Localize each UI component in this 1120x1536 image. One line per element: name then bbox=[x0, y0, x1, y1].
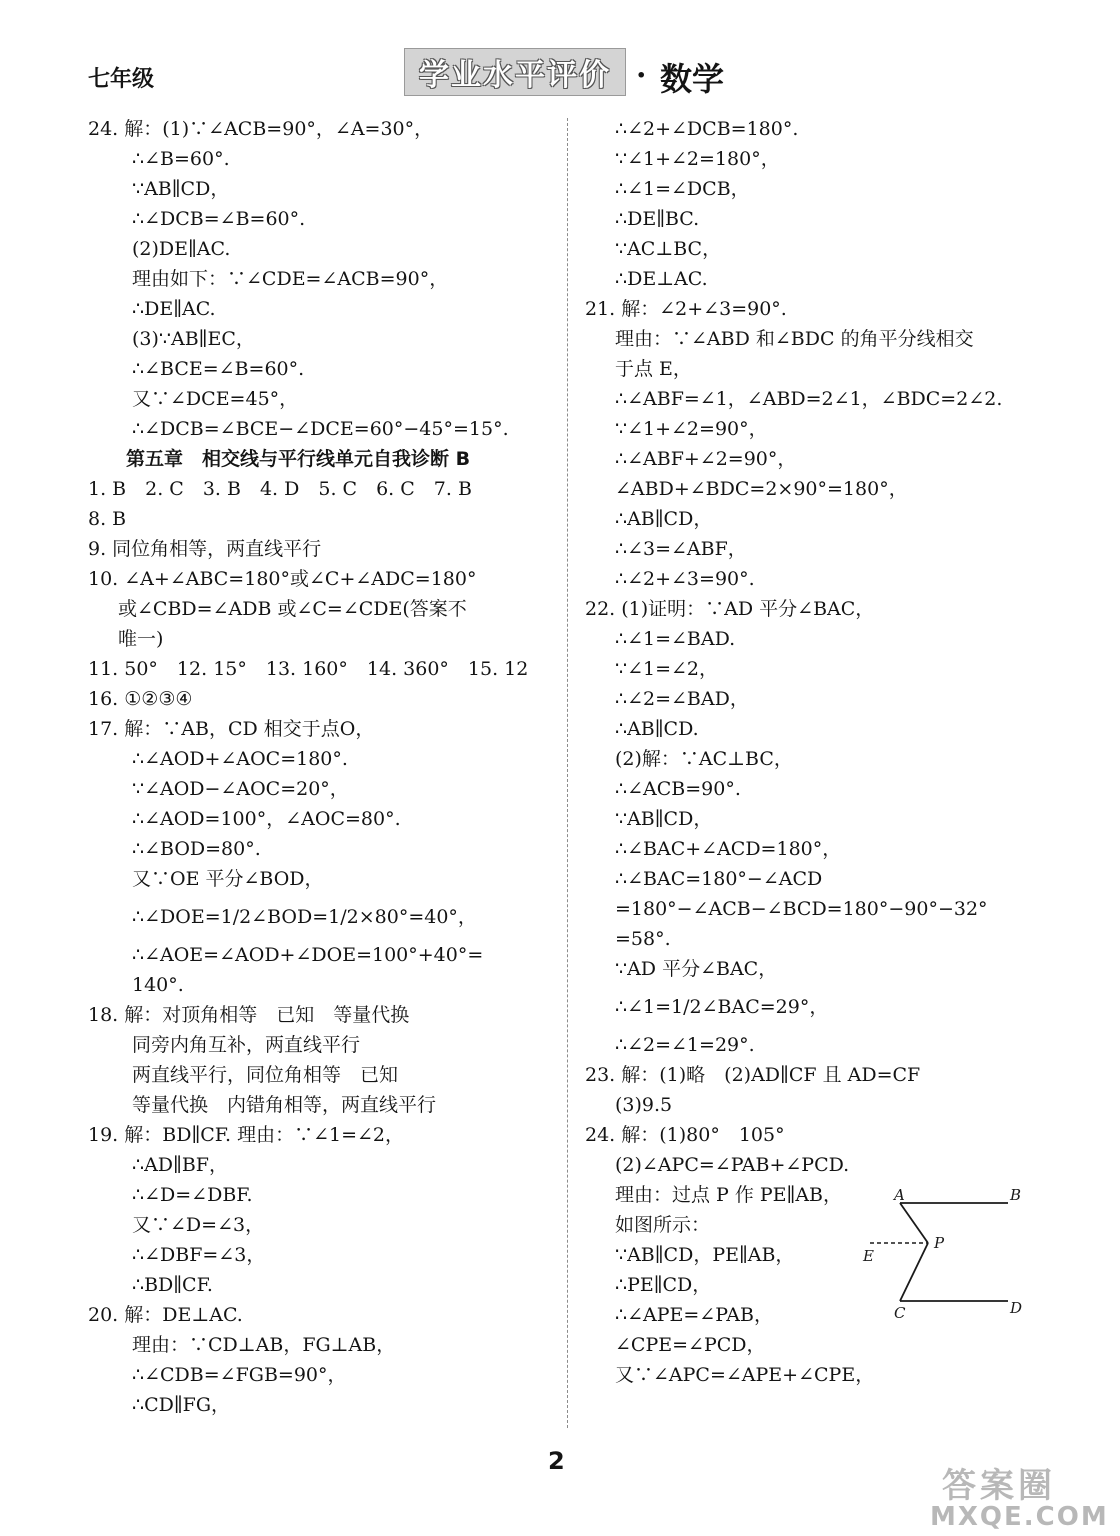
subject-label: 数学 bbox=[660, 60, 725, 98]
answer-line: 11. 50° 12. 15° 13. 160° 14. 360° 15. 12 bbox=[88, 658, 529, 680]
grade-label: 七年级 bbox=[88, 67, 155, 92]
answer-line: ∴∠2+∠DCB=180°. bbox=[615, 118, 799, 140]
answer-line: 又∵∠DCE=45°， bbox=[132, 388, 299, 410]
answer-line: =58°. bbox=[615, 928, 671, 950]
answer-line: 24. 解：(1)∵∠ACB=90°，∠A=30°， bbox=[88, 118, 434, 140]
answer-line: 10. ∠A+∠ABC=180°或∠C+∠ADC=180° bbox=[88, 568, 477, 590]
answer-line: 21. 解：∠2+∠3=90°. bbox=[585, 298, 787, 320]
segment-ap bbox=[900, 1203, 928, 1243]
answer-line: 23. 解：(1)略 (2)AD∥CF 且 AD=CF bbox=[585, 1064, 921, 1086]
section-heading: 第五章 相交线与平行线单元自我诊断 B bbox=[126, 448, 471, 470]
answer-line: ∴BD∥CF. bbox=[132, 1274, 213, 1296]
left-column bbox=[88, 114, 558, 1420]
answer-line: ∴∠CDB=∠FGB=90°， bbox=[132, 1364, 347, 1386]
answer-line: ∴∠ABF+∠2=90°， bbox=[615, 448, 797, 470]
answer-line: ∴∠BCE=∠B=60°. bbox=[132, 358, 305, 380]
answer-line: ∴CD∥FG， bbox=[132, 1394, 230, 1416]
parallel-lines-figure bbox=[858, 1188, 1048, 1318]
answer-line: 如图所示： bbox=[615, 1214, 711, 1236]
answer-line: 18. 解：对顶角相等 已知 等量代换 bbox=[88, 1004, 410, 1026]
answer-line: 或∠CBD=∠ADB 或∠C=∠CDE(答案不 bbox=[118, 598, 467, 620]
title-banner bbox=[404, 48, 626, 96]
answer-line: ∴AB∥CD， bbox=[615, 508, 713, 530]
answer-line: ∴∠BOD=80°. bbox=[132, 838, 261, 860]
answer-line: ∵AB∥CD， bbox=[132, 178, 230, 200]
point-label: P bbox=[934, 1234, 945, 1252]
answer-line: ∴DE∥AC. bbox=[132, 298, 216, 320]
answer-line: 19. 解：BD∥CF. 理由：∵∠1=∠2， bbox=[88, 1124, 405, 1146]
answer-line: 两直线平行，同位角相等 已知 bbox=[132, 1064, 399, 1086]
page-number: 2 bbox=[548, 1447, 565, 1475]
answer-line: ∴∠BAC+∠ACD=180°， bbox=[615, 838, 842, 860]
answer-line: ∴∠1=∠DCB， bbox=[615, 178, 750, 200]
answer-line: (2)∠APC=∠PAB+∠PCD. bbox=[615, 1154, 850, 1176]
answer-line: ∴∠AOD+∠AOC=180°. bbox=[132, 748, 348, 770]
answer-line: ∴∠3=∠ABF， bbox=[615, 538, 747, 560]
watermark-url: MXQE.COM bbox=[930, 1502, 1109, 1532]
answer-line: 理由：过点 P 作 PE∥AB， bbox=[615, 1184, 843, 1206]
answer-line: ∴DE⊥AC. bbox=[615, 268, 708, 290]
segment-pc bbox=[900, 1243, 928, 1301]
title-separator: · bbox=[636, 58, 647, 93]
answer-line: ∵∠1+∠2=90°， bbox=[615, 418, 768, 440]
answer-line: 理由如下：∵∠CDE=∠ACB=90°， bbox=[132, 268, 449, 290]
answer-line: ∵AB∥CD， bbox=[615, 808, 713, 830]
answer-line: ∵AC⊥BC， bbox=[615, 238, 722, 260]
point-label: B bbox=[1010, 1188, 1022, 1204]
answer-line: ∴DE∥BC. bbox=[615, 208, 700, 230]
answer-line: ∵∠AOD−∠AOC=20°， bbox=[132, 778, 349, 800]
answer-line: ∴∠D=∠DBF. bbox=[132, 1184, 253, 1206]
answer-line: 24. 解：(1)80° 105° bbox=[585, 1124, 785, 1146]
answer-line: ∴∠DOE=1/2∠BOD=1/2×80°=40°， bbox=[132, 906, 477, 928]
answer-line: 9. 同位角相等，两直线平行 bbox=[88, 538, 322, 560]
answer-line: ∴∠AOD=100°，∠AOC=80°. bbox=[132, 808, 401, 830]
book-title: 学业水平评价 bbox=[419, 58, 611, 93]
answer-line: ∴∠ACB=90°. bbox=[615, 778, 741, 800]
answer-line: ∴∠1=∠BAD. bbox=[615, 628, 736, 650]
answer-line: ∵∠1+∠2=180°， bbox=[615, 148, 780, 170]
watermark bbox=[930, 1458, 1114, 1534]
answer-line: 又∵∠D=∠3， bbox=[132, 1214, 265, 1236]
answer-line: 理由：∵∠ABD 和∠BDC 的角平分线相交 bbox=[615, 328, 974, 350]
answer-line: ∴∠DBF=∠3， bbox=[132, 1244, 266, 1266]
point-label: A bbox=[894, 1188, 905, 1204]
answer-line: 又∵OE 平分∠BOD， bbox=[132, 868, 324, 890]
page-header bbox=[0, 0, 1120, 110]
answer-line: ∴∠BAC=180°−∠ACD bbox=[615, 868, 823, 890]
answer-line: 17. 解：∵AB，CD 相交于点O， bbox=[88, 718, 375, 740]
answer-line: 等量代换 内错角相等，两直线平行 bbox=[132, 1094, 437, 1116]
answer-line: 20. 解：DE⊥AC. bbox=[88, 1304, 243, 1326]
answer-line: 理由：∵CD⊥AB，FG⊥AB， bbox=[132, 1334, 396, 1356]
answer-line: ∴∠2+∠3=90°. bbox=[615, 568, 755, 590]
answer-line: ∴AB∥CD. bbox=[615, 718, 699, 740]
answer-line: 于点 E， bbox=[615, 358, 692, 380]
answer-line: 1. B 2. C 3. B 4. D 5. C 6. C 7. B bbox=[88, 478, 472, 500]
answer-line: (2)解：∵AC⊥BC， bbox=[615, 748, 793, 770]
answer-line: ∴∠AOE=∠AOD+∠DOE=100°+40°= bbox=[132, 944, 484, 966]
answer-line: ∴PE∥CD， bbox=[615, 1274, 712, 1296]
answer-line: (3)∵AB∥EC， bbox=[132, 328, 255, 350]
answer-line: (2)DE∥AC. bbox=[132, 238, 231, 260]
answer-line: 22. (1)证明：∵AD 平分∠BAC， bbox=[585, 598, 875, 620]
answer-line: ∴∠2=∠BAD， bbox=[615, 688, 749, 710]
answer-line: (3)9.5 bbox=[615, 1094, 673, 1116]
answer-line: ∴∠DCB=∠B=60°. bbox=[132, 208, 306, 230]
point-label: E bbox=[863, 1247, 874, 1265]
answer-line: 8. B bbox=[88, 508, 127, 530]
answer-line: ∴∠2=∠1=29°. bbox=[615, 1034, 755, 1056]
answer-line: ∴∠APE=∠PAB， bbox=[615, 1304, 773, 1326]
answer-line: =180°−∠ACB−∠BCD=180°−90°−32° bbox=[615, 898, 988, 920]
answer-line: ∵∠1=∠2， bbox=[615, 658, 719, 680]
answer-line: ∵AB∥CD，PE∥AB， bbox=[615, 1244, 795, 1266]
column-divider bbox=[567, 118, 568, 1428]
answer-line: ∠ABD+∠BDC=2×90°=180°， bbox=[615, 478, 908, 500]
answer-line: 140°. bbox=[132, 974, 184, 996]
point-label: C bbox=[894, 1304, 906, 1318]
answer-line: 又∵∠APC=∠APE+∠CPE， bbox=[615, 1364, 875, 1386]
answer-line: ∠CPE=∠PCD， bbox=[615, 1334, 766, 1356]
answer-line: 唯一) bbox=[118, 628, 164, 650]
answer-line: 16. ①②③④ bbox=[88, 688, 193, 710]
watermark-logo: 答案圈 bbox=[942, 1466, 1056, 1506]
point-label: D bbox=[1010, 1299, 1023, 1317]
answer-line: ∴∠DCB=∠BCE−∠DCE=60°−45°=15°. bbox=[132, 418, 509, 440]
answer-line: ∴∠ABF=∠1，∠ABD=2∠1，∠BDC=2∠2. bbox=[615, 388, 1003, 410]
answer-line: ∴AD∥BF， bbox=[132, 1154, 228, 1176]
answer-line: ∴∠B=60°. bbox=[132, 148, 230, 170]
answer-line: ∴∠1=1/2∠BAC=29°， bbox=[615, 996, 829, 1018]
answer-line: 同旁内角互补，两直线平行 bbox=[132, 1034, 361, 1056]
answer-line: ∵AD 平分∠BAC， bbox=[615, 958, 778, 980]
